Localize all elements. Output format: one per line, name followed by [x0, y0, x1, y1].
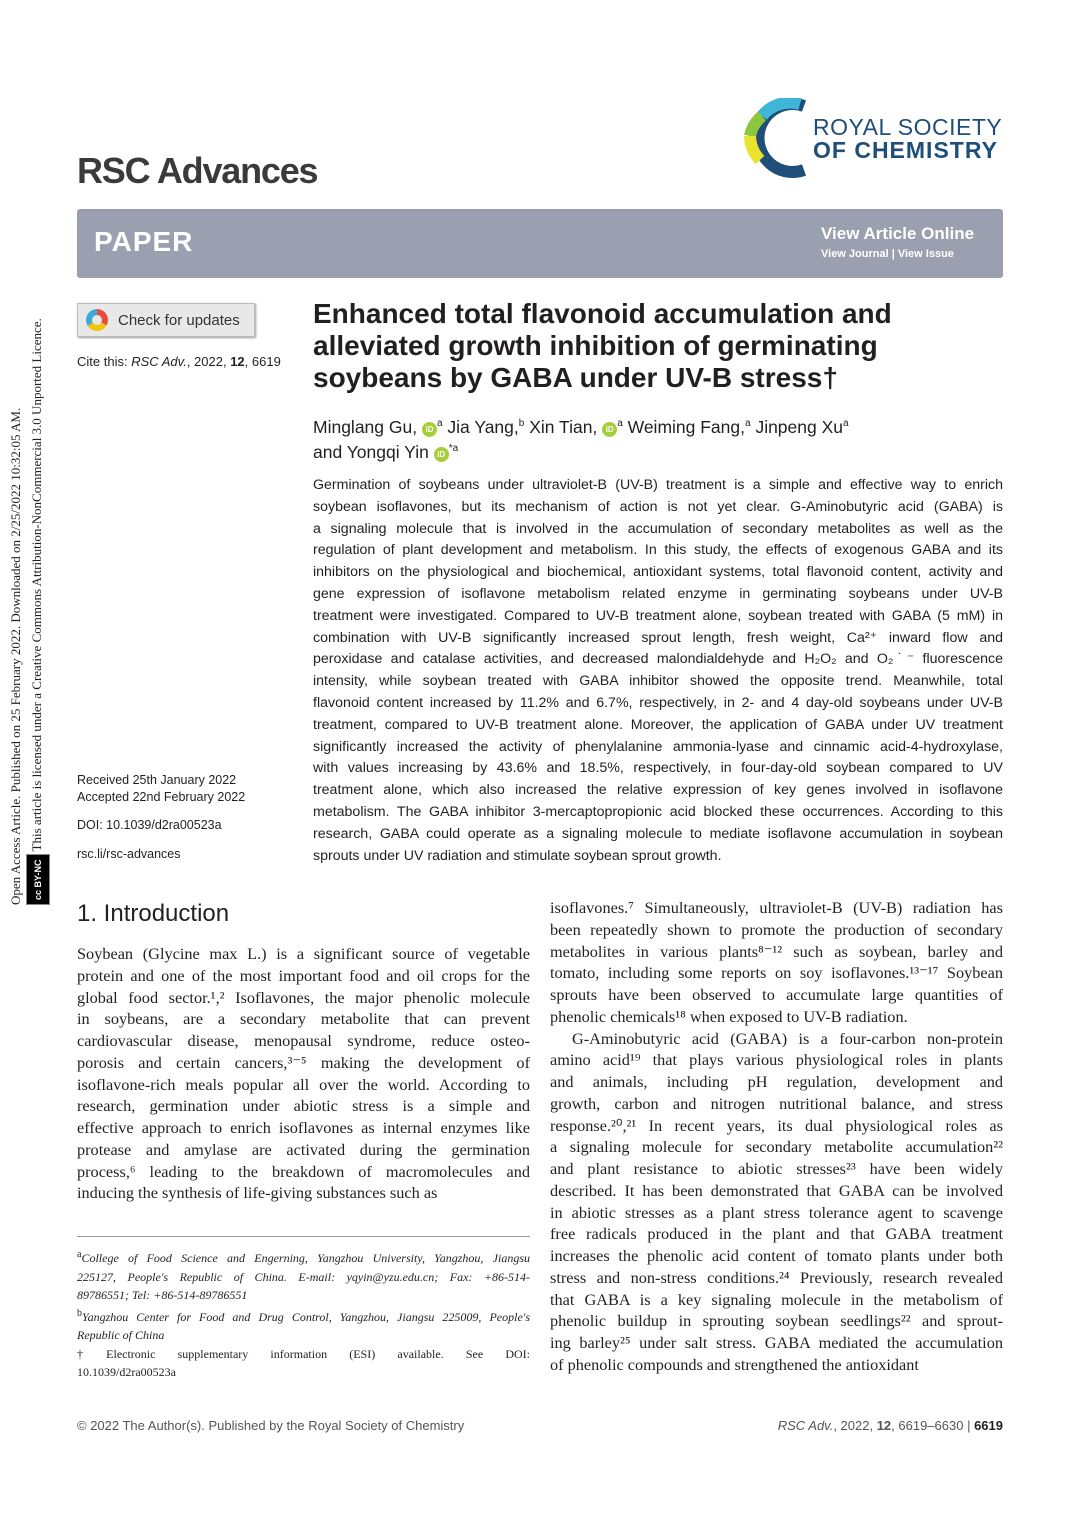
text-line: tomato, including some reports on soy isoflavones.¹³⁻¹⁷ Soybean — [550, 963, 1003, 983]
author — [529, 417, 623, 437]
footnote-text: College of Food Science and Engerning, Yangzhou University, Yangzhou, Jiangsu — [81, 1251, 530, 1265]
author-name[interactable]: Weiming Fang, — [627, 416, 745, 437]
text-line: increases the phenolic acid content of tomato plants under both — [550, 1246, 1003, 1265]
author — [313, 442, 458, 462]
text-line: G-Aminobutyric acid (GABA) is a four-carbon non-protein — [572, 1028, 1003, 1048]
text-line: porosis and certain cancers,³⁻⁵ making the development of — [77, 1052, 530, 1072]
author-name[interactable]: Jinpeng Xu — [755, 416, 844, 437]
cc-badge-label: BY-NC — [33, 859, 43, 888]
journal-issue-links — [821, 248, 954, 260]
text-line: in soybeans, are a secondary metabolite that can prevent — [77, 1009, 530, 1029]
text-line: and plant resistance to abiotic stresses²³ have been widely — [550, 1159, 1003, 1178]
author — [755, 417, 848, 437]
licence-line[interactable]: This article is licensed under a Creative Commons Attribution-NonCommercial 3.0 Unported Licence. — [29, 318, 44, 852]
received-date: Received 25th January 2022 — [77, 773, 237, 787]
text-line: amino acid¹⁹ that plays various physiological roles in plants — [550, 1050, 1003, 1070]
text-line: a signaling molecule that is involved in the accumulation of secondary metabolites as well as the — [313, 520, 1003, 537]
text-line: significantly increased the activity of phenylalanine ammonia-lyase and cinnamic acid-4-hydroxylase, — [313, 738, 1003, 755]
footer-journal: RSC Adv. — [777, 1418, 834, 1433]
author — [628, 417, 751, 437]
footnote-text: 225127, People's Republic of China. E-mail: yqyin@yzu.edu.cn; Fax: +86-514- — [77, 1269, 530, 1284]
text-line: growth, carbon and nitrogen nutritional balance, and stress — [550, 1093, 1003, 1113]
copyright-footer: © 2022 The Author(s). Published by the Royal Society of Chemistry — [77, 1418, 465, 1433]
text-line: gene expression of isoflavone metabolism related enzyme in germinating soybeans under UV-B — [313, 585, 1003, 602]
text-line: phenolic buildup in sprouting soybean seedlings²² and sprout- — [550, 1311, 1003, 1331]
footnote-line — [77, 1326, 530, 1345]
author-list — [313, 413, 1003, 463]
text-line: inhibitors on the physiological and biochemical, antioxidant systems, total flavonoid content, activity and — [313, 564, 1003, 581]
text-line: phenolic chemicals¹⁸ when exposed to UV-B radiation. — [550, 1006, 908, 1026]
crossmark-icon — [86, 309, 108, 331]
author-affiliation: *a — [448, 442, 459, 454]
footnote-line — [77, 1286, 530, 1305]
cite-volume: 12 — [230, 354, 245, 369]
text-line: treatment, compared to UV-B treatment alone. Moreover, the application of GABA under UV treatment — [313, 716, 1003, 733]
author — [313, 417, 443, 437]
footnote-text: 89786551; Tel: +86-514-89786551 — [77, 1288, 248, 1302]
text-line: peroxidase and catalase activities, and decreased malondialdehyde and H₂O₂ and O₂˙⁻ fluorescence — [313, 651, 1003, 668]
title-line: Enhanced total flavonoid accumulation and — [313, 298, 892, 329]
journal-link[interactable]: rsc.li/rsc-advances — [77, 847, 181, 861]
author-affiliation: a — [436, 418, 443, 429]
text-line: effective approach to enrich isoflavones as internal enzymes like — [77, 1118, 530, 1137]
doi[interactable]: DOI: 10.1039/d2ra00523a — [77, 818, 222, 832]
text-line: of phenolic compounds and strengthened the antioxidant — [550, 1354, 919, 1374]
text-line: global food sector.¹,² Isoflavones, the major phenolic molecule — [77, 987, 530, 1007]
footnote — [77, 1345, 530, 1382]
orcid-icon[interactable]: iD — [422, 422, 437, 437]
footnote-mark: a — [77, 1249, 82, 1260]
cite-prefix: Cite this: — [77, 354, 132, 369]
footnote-text: Republic of China — [77, 1328, 165, 1342]
title-line: alleviated growth inhibition of germinating — [313, 330, 878, 361]
cite-journal: RSC Adv. — [131, 354, 187, 369]
text-line: Germination of soybeans under ultraviolet-B (UV-B) treatment is a simple and effective way to enrich — [313, 477, 1003, 493]
citation — [77, 354, 281, 369]
text-line: combination with UV-B significantly increased sprout length, fresh weight, Ca²⁺ inward flow and — [313, 629, 1003, 646]
check-for-updates-label: Check for updates — [118, 311, 240, 329]
link-separator: | — [888, 248, 898, 260]
author-affiliation: b — [518, 418, 525, 429]
text-line: a signaling molecule for secondary metabolite accumulation²² — [550, 1137, 1003, 1157]
footnote-text: Electronic supplementary information (ESI) available. See DOI: — [106, 1346, 530, 1361]
article-type-label: PAPER — [94, 226, 194, 257]
text-line: Soybean (Glycine max L.) is a significant source of vegetable — [77, 944, 530, 963]
orcid-icon[interactable]: iD — [602, 422, 617, 437]
text-line: research, GABA could operate as a signaling molecule to mediate isoflavone accumulation in soybean — [313, 825, 1003, 842]
author-name[interactable]: Xin Tian, — [529, 416, 598, 437]
text-line: sprouts have been observed to accumulate large quantities of — [550, 985, 1003, 1004]
footnote-text: Yangzhou Center for Food and Drug Control, Yangzhou, Jiangsu 225009, People's — [82, 1309, 530, 1324]
footer-year: , 2022, — [833, 1418, 877, 1433]
journal-name: RSC Advances — [77, 150, 318, 191]
right-column-text — [550, 897, 1003, 1376]
text-line: metabolites in various plants⁸⁻¹² such as soybean, barley and — [550, 941, 1003, 961]
footnote — [77, 1305, 530, 1345]
text-line: stress and non-stress conditions.²⁴ Previously, research revealed — [550, 1267, 1003, 1287]
text-line: treatment were investigated. Compared to UV-B treatment alone, soybean treated with GABA (5 mM) in — [313, 607, 1003, 624]
check-for-updates-button[interactable] — [77, 303, 255, 337]
open-access-line: Open Access Article. Published on 25 February 2022. Downloaded on 2/25/2022 10:32:05 AM. — [8, 407, 23, 905]
footnote-divider — [77, 1236, 530, 1237]
footnote-text: 10.1039/d2ra00523a — [77, 1365, 176, 1379]
footnote-line — [77, 1268, 530, 1287]
cite-year: , 2022, — [186, 354, 231, 369]
footer-separator: | — [963, 1418, 975, 1433]
text-line: isoflavone-rich meals popular all over the world. According to — [77, 1074, 530, 1094]
publisher-name-line1: ROYAL SOCIETY — [813, 114, 1003, 140]
author — [447, 417, 524, 437]
text-line: in abiotic stresses as a plant stress tolerance agent to scavenge — [550, 1202, 1003, 1222]
text-line: research, germination under abiotic stress is a simple and — [77, 1096, 530, 1116]
footnotes — [77, 1246, 530, 1382]
text-line: sprouts under UV radiation and stimulate soybean sprout growth. — [313, 847, 722, 864]
footer-volume: 12 — [876, 1418, 892, 1433]
footnote-line — [77, 1345, 530, 1364]
text-line: response.²⁰,²¹ In recent years, its dual physiological roles as — [550, 1115, 1003, 1135]
text-line: regulation of plant development and metabolism. In this study, the effects of exogenous GABA and its — [313, 542, 1003, 559]
cite-page: , 6619 — [244, 354, 281, 369]
left-column-text — [77, 943, 530, 1204]
footnote-mark: † — [77, 1346, 103, 1361]
text-line: inducing the synthesis of life-giving substances such as — [77, 1183, 438, 1203]
author-name[interactable]: and Yongqi Yin — [313, 441, 429, 462]
licence-sidebar — [6, 318, 50, 905]
orcid-icon[interactable]: iD — [434, 447, 449, 462]
cc-by-nc-badge[interactable] — [26, 854, 50, 905]
text-line: been repeatedly shown to promote the production of secondary — [550, 919, 1003, 939]
author-name[interactable]: Minglang Gu, — [313, 416, 418, 437]
text-line: cardiovascular disease, menopausal syndrome, reduce osteo- — [77, 1031, 530, 1050]
page-number: 6619 — [974, 1418, 1003, 1433]
article-title — [313, 298, 1003, 394]
footnote-line — [77, 1246, 530, 1268]
page-footer-citation — [778, 1418, 1003, 1433]
footnote — [77, 1246, 530, 1305]
author-affiliation: a — [745, 418, 751, 429]
text-line: treatment alone, which also increased the relative expression of key genes involved in isoflavone — [313, 782, 1003, 799]
accepted-date: Accepted 22nd February 2022 — [77, 790, 246, 804]
title-line: soybeans by GABA under UV-B stress† — [313, 362, 838, 393]
footnote-line — [77, 1305, 530, 1327]
text-line: described. It has been demonstrated that GABA can be involved — [550, 1180, 1003, 1200]
text-line: with values increasing by 43.6% and 18.5%, respectively, in four-day-old soybean compared to UV — [313, 760, 1003, 777]
footer-pages: , 6619–6630 — [891, 1418, 964, 1433]
view-journal-link[interactable]: View Journal — [821, 248, 889, 260]
view-article-online-link[interactable]: View Article Online — [821, 224, 975, 243]
section-heading: 1. Introduction — [77, 900, 230, 927]
text-line: flavonoid content increased by 11.2% and 6.7%, respectively, in 2- and 4 day-old soybeans under UV-B — [313, 694, 1003, 711]
footnote-mark: b — [77, 1307, 82, 1319]
cc-logo: cc — [33, 889, 43, 900]
publisher-name-line2: OF CHEMISTRY — [813, 137, 998, 163]
text-line: soybean isoflavones, but its mechanism of action is not yet clear. G-Aminobutyric acid (GABA) is — [313, 498, 1003, 515]
text-line: protein and one of the most important food and oil crops for the — [77, 965, 530, 985]
text-line: metabolism. The GABA inhibitor 3-mercaptopropionic acid blocked these occurrences. According to this — [313, 803, 1003, 820]
abstract — [313, 475, 1003, 867]
author-name[interactable]: Jia Yang, — [447, 416, 519, 437]
text-line: process,⁶ leading to the breakdown of macromolecules and — [77, 1161, 530, 1181]
author-affiliation: a — [617, 418, 623, 429]
text-line: intensity, while soybean treated with GABA inhibitor showed the opposite trend. Meanwhile, total — [313, 673, 1003, 690]
text-line: isoflavones.⁷ Simultaneously, ultraviolet-B (UV-B) radiation has — [550, 898, 1003, 917]
author-affiliation: a — [843, 418, 849, 429]
text-line: that GABA is a key signaling molecule in the metabolism of — [550, 1289, 1003, 1309]
footnote-line — [77, 1363, 530, 1382]
text-line: free radicals produced in the plant and that GABA treatment — [550, 1224, 1003, 1244]
text-line: and animals, including pH regulation, development and — [550, 1072, 1003, 1091]
text-line: protease and amylase are activated during the germination — [77, 1139, 530, 1159]
text-line: ing barley²⁵ under salt stress. GABA mediated the accumulation — [550, 1333, 1003, 1352]
view-issue-link[interactable]: View Issue — [897, 248, 954, 260]
